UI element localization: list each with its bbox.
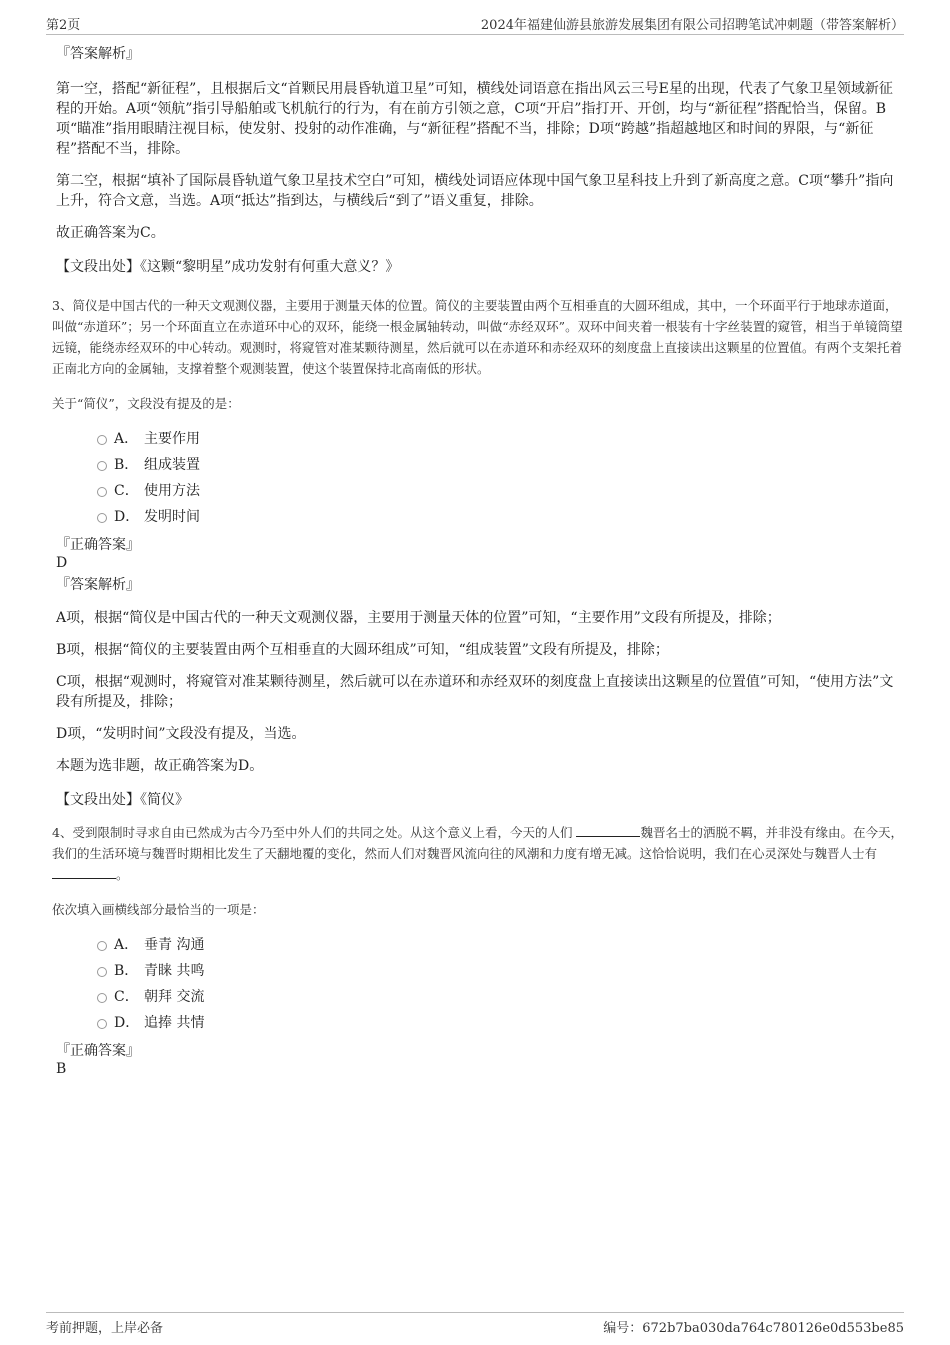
- q4-option-a[interactable]: A． 垂青 沟通: [56, 932, 906, 958]
- document-id: 编号：672b7ba030da764c780126e0d553be85: [603, 1321, 904, 1336]
- q3-analysis-b: B项，根据“简仪的主要装置由两个互相垂直的大圆环组成”可知，“组成装置”文段有所提及，排除；: [56, 642, 669, 658]
- q2-analysis-p2: 第二空，根据“填补了国际晨昏轨道气象卫星技术空白”可知，横线处词语应体现中国气象卫星科技上升到了新高度之意。C项“攀升”指向上升，符合文意，当选。A项“抵达”指到达，与横线后“到了”语义重复，排除。: [56, 173, 894, 209]
- q3-source: 【文段出处】《简仪》: [56, 792, 189, 808]
- radio-icon[interactable]: [97, 941, 107, 951]
- q3-option-b[interactable]: B． 组成装置: [56, 452, 906, 478]
- page-header: [46, 14, 904, 35]
- radio-icon[interactable]: [97, 513, 107, 523]
- q3-analysis-label: 『答案解析』: [56, 577, 140, 593]
- q3-option-a[interactable]: A． 主要作用: [56, 426, 906, 452]
- q4-option-d[interactable]: D． 追捧 共情: [56, 1010, 906, 1036]
- q3-option-c[interactable]: C． 使用方法: [56, 478, 906, 504]
- radio-icon[interactable]: [97, 1019, 107, 1029]
- radio-icon[interactable]: [97, 487, 107, 497]
- q2-analysis-label: 『答案解析』: [56, 46, 140, 62]
- q2-analysis-p3: 故正确答案为C。: [56, 225, 165, 241]
- q4-option-c[interactable]: C． 朝拜 交流: [56, 984, 906, 1010]
- page-content: [52, 44, 906, 1078]
- radio-icon[interactable]: [97, 993, 107, 1003]
- q3-analysis-conclusion: 本题为选非题，故正确答案为D。: [56, 758, 264, 774]
- q3-option-d[interactable]: D． 发明时间: [56, 504, 906, 530]
- q3-options: [56, 426, 906, 530]
- page-number: 第2页: [46, 18, 81, 33]
- q3-analysis-c: C项，根据“观测时，将窥管对准某颗待测星，然后就可以在赤道环和赤经双环的刻度盘上直接读出这颗星的位置值”可知，“使用方法”文段有所提及，排除；: [56, 674, 894, 710]
- q4-correct-label: 『正确答案』: [56, 1043, 140, 1059]
- document-title: 2024年福建仙游县旅游发展集团有限公司招聘笔试冲刺题（带答案解析）: [480, 18, 904, 33]
- radio-icon[interactable]: [97, 461, 107, 471]
- q2-source: 【文段出处】《这颗“黎明星”成功发射有何重大意义？》: [56, 259, 400, 275]
- radio-icon[interactable]: [97, 435, 107, 445]
- q3-analysis-d: D项，“发明时间”文段没有提及，当选。: [56, 726, 306, 742]
- blank-2: [52, 866, 116, 879]
- q4-question: 依次填入画横线部分最恰当的一项是：: [52, 902, 265, 917]
- q4-option-b[interactable]: B． 青睐 共鸣: [56, 958, 906, 984]
- page-footer: [46, 1312, 904, 1339]
- q3-correct-answer: D: [56, 555, 68, 571]
- q3-analysis-a: A项，根据“简仪是中国古代的一种天文观测仪器，主要用于测量天体的位置”可知，“主要作用”文段有所提及，排除；: [56, 610, 781, 626]
- footer-slogan: 考前押题，上岸必备: [46, 1321, 164, 1336]
- q3-correct-label: 『正确答案』: [56, 537, 140, 553]
- q4-stem: 4、受到限制时寻求自由已然成为古今乃至中外人们的共同之处。从这个意义上看，今天的人们 魏晋名士的洒脱不羁，并非没有缘由。在今天，我们的生活环境与魏晋时期相比发生了天翻地覆的变化，然而人们对魏晋风流向往的风潮和力度有增无减。这恰恰说明，我们在心灵深处与魏晋人士有 。: [52, 825, 903, 882]
- q2-analysis-p1: 第一空，搭配“新征程”，且根据后文“首颗民用晨昏轨道卫星”可知，横线处词语意在指出风云三号E星的出现，代表了气象卫星领域新征程的开始。A项“领航”指引导船舶或飞机航行的行为，有在前方引领之意，C项“开启”指打开、开创，均与“新征程”搭配恰当，保留。B项“瞄准”指用眼睛注视目标，使发射、投射的动作准确，与“新征程”搭配不当，排除；D项“跨越”指超越地区和时间的界限，与“新征程”搭配不当，排除。: [56, 81, 893, 157]
- q4-correct-answer: B: [56, 1061, 67, 1077]
- blank-1: [576, 824, 640, 837]
- q4-options: [56, 932, 906, 1036]
- radio-icon[interactable]: [97, 967, 107, 977]
- q3-question: 关于“简仪”，文段没有提及的是：: [52, 396, 240, 411]
- q3-stem: 3、简仪是中国古代的一种天文观测仪器，主要用于测量天体的位置。简仪的主要装置由两个互相垂直的大圆环组成，其中，一个环面平行于地球赤道面，叫做“赤道环”；另一个环面直立在赤道环中心的双环，能绕一根金属轴转动，叫做“赤经双环”。双环中间夹着一根装有十字丝装置的窥管，相当于单镜筒望远镜，能绕赤经双环的中心转动。观测时，将窥管对准某颗待测星，然后就可以在赤道环和赤经双环的刻度盘上直接读出这颗星的位置值。有两个支架托着正南北方向的金属轴，支撑着整个观测装置，使这个装置保持北高南低的形状。: [52, 298, 903, 376]
